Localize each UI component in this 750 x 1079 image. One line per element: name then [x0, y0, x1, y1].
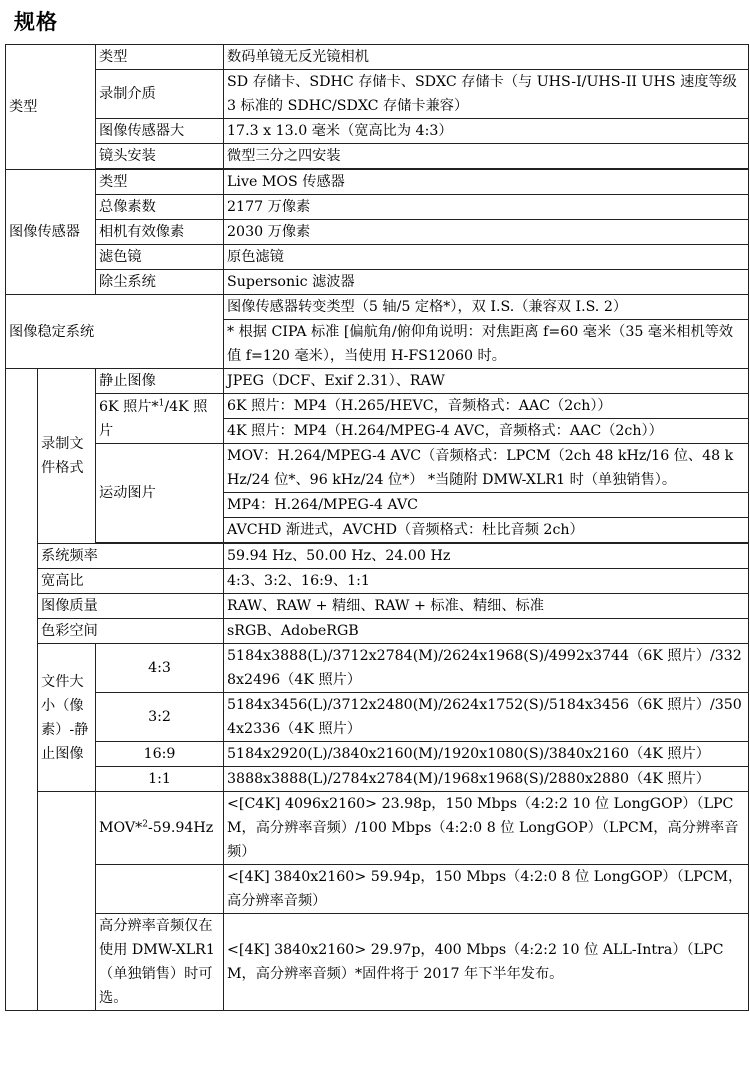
footnote-mark: 1: [158, 397, 165, 408]
mov-label-b: -59.94Hz: [148, 820, 214, 836]
row-label: 相机有效像素: [96, 220, 224, 245]
row-label: 图像传感器大: [96, 119, 224, 144]
row-value: 4:3、3:2、16:9、1:1: [224, 569, 749, 594]
table-row: [6, 369, 749, 394]
row-label: 系统频率: [38, 544, 224, 569]
table-row: [6, 767, 749, 792]
row-value: Supersonic 滤波器: [224, 270, 749, 295]
row-value: 5184x3456(L)/3712x2480(M)/2624x1752(S)/5184x3456（6K 照片）/3504x2336（4K 照片）: [224, 693, 749, 742]
table-row: [6, 295, 749, 320]
spec-table: [5, 44, 749, 1011]
table-row: [6, 144, 749, 169]
row-value: MOV：H.264/MPEG-4 AVC（音频格式：LPCM（2ch 48 kHz/16 位、48 kHz/24 位*、96 kHz/24 位*） *当随附 DMW-XLR1 时（单独销售）。: [224, 444, 749, 493]
mov-label-a: MOV*: [99, 820, 143, 836]
row-label: 镜头安装: [96, 144, 224, 169]
table-row: [6, 70, 749, 119]
row-label: 类型: [96, 45, 224, 70]
table-row: [6, 693, 749, 742]
group-video-blank: [38, 792, 96, 1011]
row-value: 4K 照片：MP4（H.264/MPEG-4 AVC，音频格式：AAC（2ch））: [224, 419, 749, 444]
table-row: [6, 792, 749, 865]
row-value: 微型三分之四安装: [224, 144, 749, 169]
photo-label-a: 6K 照片*: [99, 398, 159, 415]
table-row: [6, 914, 749, 1011]
footnote-mark: 2: [142, 819, 148, 830]
table-row: [6, 619, 749, 644]
table-row: [6, 195, 749, 220]
row-value: 5184x3888(L)/3712x2784(M)/2624x1968(S)/4992x3744（6K 照片）/3328x2496（4K 照片）: [224, 644, 749, 693]
row-label: 除尘系统: [96, 270, 224, 295]
table-row: [6, 644, 749, 693]
table-row: [6, 170, 749, 195]
group-stabilizer: 图像稳定系统: [6, 295, 224, 369]
row-value: * 根据 CIPA 标准 [偏航角/俯仰角说明：对焦距离 f=60 毫米（35 毫米相机等效值 f=120 毫米），当使用 H-FS12060 时。: [224, 320, 749, 369]
table-row: [6, 245, 749, 270]
row-value: <[4K] 3840x2160> 59.94p，150 Mbps（4:2:0 8 位 LongGOP）（LPCM，高分辨率音频）: [224, 865, 749, 914]
row-label-blank: [96, 865, 224, 914]
table-row: [6, 742, 749, 767]
row-value: 图像传感器转变类型（5 轴/5 定格*），双 I.S.（兼容双 I.S. 2）: [224, 295, 749, 320]
table-row: [6, 544, 749, 569]
row-label: 录制介质: [96, 70, 224, 119]
row-label-mov: [96, 792, 224, 865]
ratio-label: 3:2: [96, 693, 224, 742]
group-recording-blank: [6, 369, 38, 1011]
row-value: <[4K] 3840x2160> 29.97p，400 Mbps（4:2:2 10 位 ALL-Intra）（LPCM，高分辨率音频）*固件将于 2017 年下半年发布。: [224, 914, 749, 1011]
table-row: [6, 594, 749, 619]
row-label: 高分辨率音频仅在使用 DMW-XLR1（单独销售）时可选。: [96, 914, 224, 1011]
group-format: 录制文件格式: [38, 369, 96, 544]
row-value: 59.94 Hz、50.00 Hz、24.00 Hz: [224, 544, 749, 569]
table-row: [6, 569, 749, 594]
table-row: [6, 444, 749, 493]
row-value: MP4：H.264/MPEG-4 AVC: [224, 493, 749, 518]
row-value: sRGB、AdobeRGB: [224, 619, 749, 644]
table-row: [6, 270, 749, 295]
row-label-photo: [96, 394, 224, 444]
row-value: JPEG（DCF、Exif 2.31）、RAW: [224, 369, 749, 394]
table-row: [6, 865, 749, 914]
table-row: [6, 220, 749, 245]
row-label: 类型: [96, 170, 224, 195]
row-label: 宽高比: [38, 569, 224, 594]
row-value: 6K 照片：MP4（H.265/HEVC，音频格式：AAC（2ch））: [224, 394, 749, 419]
group-type: 类型: [6, 45, 96, 170]
row-label: 滤色镜: [96, 245, 224, 270]
row-value: 3888x3888(L)/2784x2784(M)/1968x1968(S)/2880x2880（4K 照片）: [224, 767, 749, 792]
row-value: Live MOS 传感器: [224, 170, 749, 195]
table-row: [6, 394, 749, 419]
row-label: 色彩空间: [38, 619, 224, 644]
ratio-label: 16:9: [96, 742, 224, 767]
group-sensor: 图像传感器: [6, 170, 96, 295]
row-value: 17.3 x 13.0 毫米（宽高比为 4:3）: [224, 119, 749, 144]
row-label: 总像素数: [96, 195, 224, 220]
row-value: <[C4K] 4096x2160> 23.98p，150 Mbps（4:2:2 10 位 LongGOP）（LPCM，高分辨率音频）/100 Mbps（4:2:0 8 位 LongGOP）（LPCM，高分辨率音频）: [224, 792, 749, 865]
ratio-label: 4:3: [96, 644, 224, 693]
row-value: 2030 万像素: [224, 220, 749, 245]
row-value: 2177 万像素: [224, 195, 749, 220]
row-value: 数码单镜无反光镜相机: [224, 45, 749, 70]
table-row: [6, 119, 749, 144]
row-value: SD 存储卡、SDHC 存储卡、SDXC 存储卡（与 UHS-I/UHS-II UHS 速度等级 3 标准的 SDHC/SDXC 存储卡兼容）: [224, 70, 749, 119]
group-filesize: 文件大小（像素）-静止图像: [38, 644, 96, 792]
row-label: 运动图片: [96, 444, 224, 543]
row-label: 图像质量: [38, 594, 224, 619]
row-value: 原色滤镜: [224, 245, 749, 270]
photo-label-b: /4K 照片: [99, 398, 208, 439]
row-label: 静止图像: [96, 369, 224, 394]
table-row: [6, 45, 749, 70]
row-value: RAW、RAW + 精细、RAW + 标准、精细、标准: [224, 594, 749, 619]
ratio-label: 1:1: [96, 767, 224, 792]
page-title: 规格: [14, 10, 58, 34]
row-value: 5184x2920(L)/3840x2160(M)/1920x1080(S)/3840x2160（4K 照片）: [224, 742, 749, 767]
row-value: AVCHD 渐进式，AVCHD（音频格式：杜比音频 2ch）: [224, 518, 749, 543]
